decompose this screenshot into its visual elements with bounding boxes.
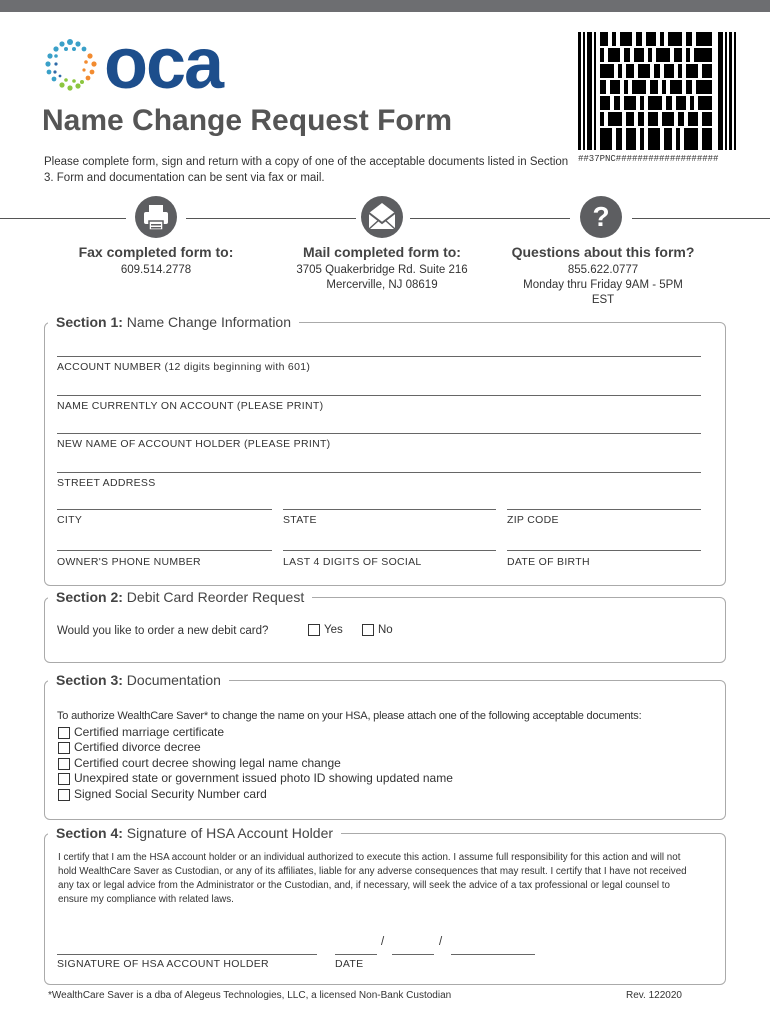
company-logo-text: oca xyxy=(104,24,223,104)
mail-title: Mail completed form to: xyxy=(303,244,461,260)
divider-line xyxy=(410,218,570,219)
revision-label: Rev. 122020 xyxy=(626,990,682,1001)
zip-code-label: ZIP CODE xyxy=(507,514,559,526)
state-label: STATE xyxy=(283,514,317,526)
fax-title: Fax completed form to: xyxy=(78,244,234,260)
section-4-title: Signature of HSA Account Holder xyxy=(126,825,334,841)
document-option[interactable] xyxy=(58,725,224,741)
section-1-number: Section 1: xyxy=(56,314,123,330)
logo-dots-icon xyxy=(40,36,102,94)
mail-address-line-2: Mercerville, NJ 08619 xyxy=(326,279,438,291)
document-checkbox[interactable] xyxy=(58,742,70,754)
document-label: Signed Social Security Number card xyxy=(74,787,267,801)
no-label: No xyxy=(378,624,393,637)
document-option[interactable] xyxy=(58,787,267,803)
account-number-label: ACCOUNT NUMBER (12 digits beginning with 601) xyxy=(57,361,311,373)
fax-number: 609.514.2778 xyxy=(120,264,192,276)
yes-option[interactable] xyxy=(308,624,343,636)
ssn-last4-label: LAST 4 DIGITS OF SOCIAL xyxy=(283,556,422,568)
section-4-number: Section 4: xyxy=(56,825,123,841)
date-year-field[interactable] xyxy=(451,954,535,955)
new-name-label: NEW NAME OF ACCOUNT HOLDER (PLEASE PRINT) xyxy=(57,438,331,450)
phone-field[interactable] xyxy=(57,550,272,551)
current-name-field[interactable] xyxy=(57,395,701,396)
yes-label: Yes xyxy=(324,624,343,637)
street-address-field[interactable] xyxy=(57,472,701,473)
questions-phone: 855.622.0777 xyxy=(567,264,639,276)
intro-text: Please complete form, sign and return with a copy of one of the acceptable documents listed in Section 3. Form and documentation can be sent via fax or mail. xyxy=(44,156,569,184)
document-label: Certified marriage certificate xyxy=(74,725,225,739)
document-label: Certified divorce decree xyxy=(74,740,201,754)
section-2-heading xyxy=(48,589,312,605)
current-name-label: NAME CURRENTLY ON ACCOUNT (PLEASE PRINT) xyxy=(57,400,324,412)
date-month-field[interactable] xyxy=(335,954,377,955)
document-checkbox[interactable] xyxy=(58,773,70,785)
section-2-title: Debit Card Reorder Request xyxy=(126,589,305,605)
envelope-icon xyxy=(361,196,403,238)
section-3-number: Section 3: xyxy=(56,672,123,688)
section-4-heading xyxy=(48,825,341,841)
page-title: Name Change Request Form xyxy=(42,104,453,137)
mail-address-line-1: 3705 Quakerbridge Rd. Suite 216 xyxy=(296,264,468,276)
barcode-graphic xyxy=(578,32,736,150)
signature-label: SIGNATURE OF HSA ACCOUNT HOLDER xyxy=(57,958,269,970)
divider-line xyxy=(632,218,770,219)
footer-disclaimer: *WealthCare Saver is a dba of Alegeus Technologies, LLC, a licensed Non-Bank Custodian xyxy=(48,990,452,1001)
document-checkbox[interactable] xyxy=(58,727,70,739)
document-checkbox[interactable] xyxy=(58,789,70,801)
questions-hours: Monday thru Friday 9AM - 5PM xyxy=(523,279,683,291)
debit-card-question: Would you like to order a new debit card? xyxy=(57,625,269,637)
section-2-number: Section 2: xyxy=(56,589,123,605)
section-3-heading xyxy=(48,672,229,688)
phone-label: OWNER'S PHONE NUMBER xyxy=(57,556,201,568)
barcode-caption: ##37PNC################### xyxy=(578,154,719,164)
signature-field[interactable] xyxy=(57,954,317,955)
document-option[interactable] xyxy=(58,756,341,772)
account-number-field[interactable] xyxy=(57,356,701,357)
section-3-title: Documentation xyxy=(126,672,221,688)
ssn-last4-field[interactable] xyxy=(283,550,496,551)
date-label: DATE xyxy=(335,958,364,970)
divider-line xyxy=(186,218,356,219)
questions-title: Questions about this form? xyxy=(511,244,695,260)
city-label: CITY xyxy=(57,514,83,526)
new-name-field[interactable] xyxy=(57,433,701,434)
section-1-heading xyxy=(48,314,299,330)
no-checkbox[interactable] xyxy=(362,624,374,636)
document-checkbox[interactable] xyxy=(58,758,70,770)
date-day-field[interactable] xyxy=(392,954,434,955)
yes-checkbox[interactable] xyxy=(308,624,320,636)
printer-icon xyxy=(135,196,177,238)
city-field[interactable] xyxy=(57,509,272,510)
questions-timezone: EST xyxy=(591,294,615,306)
question-icon: ? xyxy=(580,196,622,238)
certification-text: I certify that I am the HSA account holder or an individual authorized to execute this action. I assume full responsibility for this action and will not hold WealthCare Saver as Custodian, or any of its affiliates, liable for any adverse consequences that may result. I certify that I have not received any tax or legal advice from the Administrator or the Custodian, and, if necessary, will seek the advice of a tax professional or legal counsel to ensure my compliance with related laws. xyxy=(58,852,687,905)
divider-line xyxy=(0,218,126,219)
date-of-birth-field[interactable] xyxy=(507,550,701,551)
state-field[interactable] xyxy=(283,509,496,510)
date-separator: / xyxy=(439,936,443,948)
documentation-instruction: To authorize WealthCare Saver* to change the name on your HSA, please attach one of the following acceptable documents: xyxy=(57,710,642,722)
no-option[interactable] xyxy=(362,624,393,636)
document-label: Unexpired state or government issued photo ID showing updated name xyxy=(74,771,453,785)
top-bar xyxy=(0,0,770,12)
document-option[interactable] xyxy=(58,740,201,756)
date-of-birth-label: DATE OF BIRTH xyxy=(507,556,590,568)
street-address-label: STREET ADDRESS xyxy=(57,477,156,489)
date-separator: / xyxy=(381,936,385,948)
document-label: Certified court decree showing legal name change xyxy=(74,756,341,770)
section-1-title: Name Change Information xyxy=(126,314,291,330)
zip-code-field[interactable] xyxy=(507,509,701,510)
document-option[interactable] xyxy=(58,771,453,787)
